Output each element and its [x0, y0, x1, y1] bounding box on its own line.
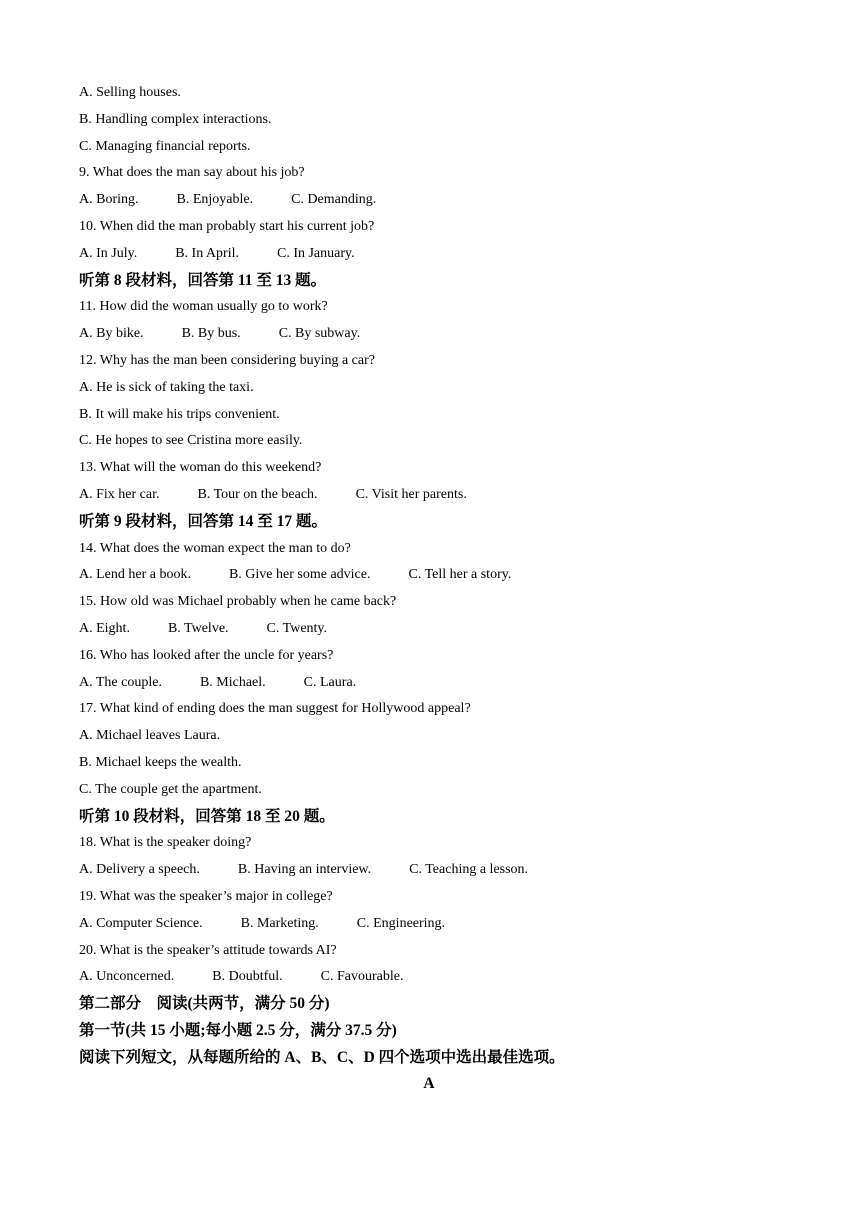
- question-text: 20. What is the speaker’s attitude towards AI?: [79, 942, 337, 958]
- answer-option: C. Teaching a lesson.: [409, 862, 529, 878]
- answer-option-line: B. Handling complex interactions.: [79, 111, 272, 127]
- answer-option: B. Michael.: [199, 674, 266, 690]
- answer-options-row: [79, 187, 779, 214]
- document-page: [79, 80, 779, 1098]
- section-heading: 阅读下列短文，从每题所给的 A、B、C、D 四个选项中选出最佳选项。: [79, 1048, 565, 1066]
- answer-option: A. Delivery a speech.: [79, 862, 200, 878]
- answer-option: B. Marketing.: [240, 915, 319, 931]
- question-text: 16. Who has looked after the uncle for years?: [79, 647, 334, 663]
- answer-option-line: C. He hopes to see Cristina more easily.: [79, 433, 303, 449]
- question-text: 13. What will the woman do this weekend?: [79, 460, 322, 476]
- answer-option-line: B. Michael keeps the wealth.: [79, 754, 242, 770]
- answer-options-row: [79, 964, 779, 991]
- answer-options-row: [79, 321, 779, 348]
- answer-option: A. In July.: [79, 245, 138, 261]
- answer-option: C. By subway.: [278, 326, 361, 342]
- answer-option: B. Having an interview.: [237, 862, 372, 878]
- answer-option: A. Eight.: [79, 620, 130, 636]
- answer-option: C. Demanding.: [291, 192, 377, 208]
- answer-option: B. Doubtful.: [212, 969, 283, 985]
- answer-option: B. Enjoyable.: [176, 192, 254, 208]
- answer-option-line: C. The couple get the apartment.: [79, 781, 262, 797]
- answer-option-line: B. It will make his trips convenient.: [79, 406, 280, 422]
- answer-option-line: A. Michael leaves Laura.: [79, 728, 221, 744]
- section-heading: 听第 9 段材料，回答第 14 至 17 题。: [79, 512, 328, 530]
- answer-option: A. Fix her car.: [79, 486, 160, 502]
- answer-option: A. By bike.: [79, 326, 144, 342]
- answer-option: C. Laura.: [303, 674, 357, 690]
- passage-label: A: [423, 1075, 435, 1093]
- answer-option: B. Give her some advice.: [228, 567, 371, 583]
- answer-options-row: [79, 562, 779, 589]
- answer-options-row: [79, 911, 779, 938]
- answer-option-line: A. Selling houses.: [79, 85, 181, 100]
- answer-option: B. In April.: [175, 245, 239, 261]
- answer-option: B. Twelve.: [167, 620, 229, 636]
- answer-option: C. Visit her parents.: [355, 486, 467, 502]
- section-heading: 听第 8 段材料，回答第 11 至 13 题。: [79, 271, 327, 289]
- answer-option: C. Twenty.: [266, 620, 328, 636]
- question-text: 17. What kind of ending does the man suggest for Hollywood appeal?: [79, 701, 471, 717]
- answer-option: A. Unconcerned.: [79, 969, 175, 985]
- answer-option-line: C. Managing financial reports.: [79, 138, 251, 154]
- answer-option: B. By bus.: [181, 326, 241, 342]
- answer-option: B. Tour on the beach.: [197, 486, 318, 502]
- answer-option: A. Lend her a book.: [79, 567, 191, 583]
- section-heading: 听第 10 段材料，回答第 18 至 20 题。: [79, 807, 335, 825]
- answer-options-row: [79, 482, 779, 509]
- answer-option-line: A. He is sick of taking the taxi.: [79, 379, 254, 395]
- section-heading: 第一节(共 15 小题;每小题 2.5 分，满分 37.5 分): [79, 1021, 397, 1039]
- question-text: 19. What was the speaker’s major in college?: [79, 888, 333, 904]
- question-text: 12. Why has the man been considering buying a car?: [79, 352, 375, 368]
- answer-options-row: [79, 857, 779, 884]
- answer-option: C. Engineering.: [356, 915, 446, 931]
- answer-option: C. Tell her a story.: [408, 567, 512, 583]
- question-text: 14. What does the woman expect the man to do?: [79, 540, 351, 556]
- question-text: 9. What does the man say about his job?: [79, 165, 305, 181]
- answer-option: C. Favourable.: [320, 969, 404, 985]
- answer-option: A. Computer Science.: [79, 915, 203, 931]
- answer-option: C. In January.: [276, 245, 355, 261]
- question-text: 18. What is the speaker doing?: [79, 835, 252, 851]
- answer-options-row: [79, 670, 779, 697]
- answer-options-row: [79, 616, 779, 643]
- answer-option: A. The couple.: [79, 674, 162, 690]
- question-text: 11. How did the woman usually go to work?: [79, 299, 328, 315]
- answer-options-row: [79, 241, 779, 268]
- section-heading: 第二部分 阅读(共两节，满分 50 分): [79, 995, 330, 1013]
- question-text: 10. When did the man probably start his current job?: [79, 218, 375, 234]
- question-text: 15. How old was Michael probably when he came back?: [79, 594, 397, 610]
- answer-option: A. Boring.: [79, 192, 139, 208]
